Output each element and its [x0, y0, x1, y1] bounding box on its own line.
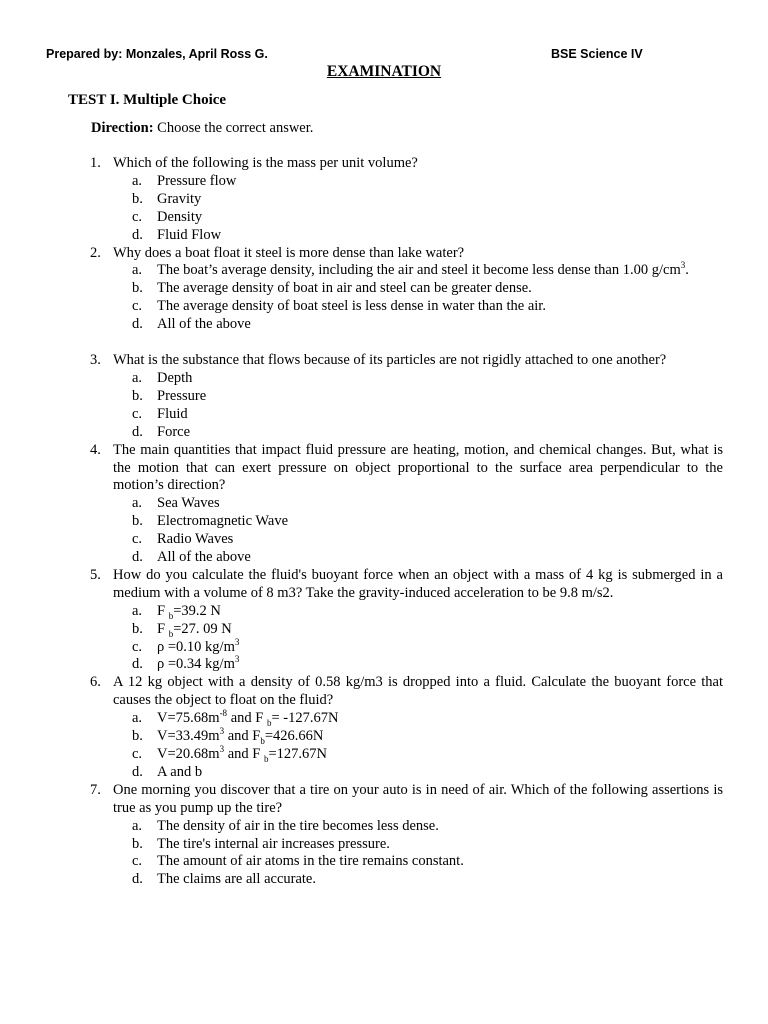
option-letter: c.	[132, 853, 143, 870]
page-title: EXAMINATION	[326, 63, 442, 80]
option-letter: a.	[132, 495, 143, 512]
answer-option	[0, 262, 768, 280]
question-number: 6.	[90, 674, 101, 691]
option-text: F	[157, 620, 169, 637]
option-text: ρ =0.34 kg/m	[157, 656, 235, 673]
option-text-tail: =127.67N	[268, 746, 327, 762]
answer-option	[0, 603, 768, 621]
option-list	[0, 603, 768, 675]
answer-option	[0, 871, 768, 889]
option-letter: a.	[132, 369, 143, 386]
answer-option	[0, 191, 768, 209]
option-text: Sea Waves	[157, 495, 220, 512]
option-letter: b.	[132, 280, 143, 297]
option-text: Pressure	[157, 387, 207, 404]
option-text-tail: =426.66N	[264, 728, 324, 745]
option-list	[0, 710, 768, 782]
option-letter: d.	[132, 871, 143, 888]
option-text: V=33.49m	[157, 728, 220, 745]
option-text-after: and F	[224, 746, 264, 762]
option-superscript: 3	[234, 636, 240, 647]
answer-option	[0, 764, 768, 782]
answer-option	[0, 209, 768, 227]
option-list	[0, 370, 768, 442]
option-text-after: =27. 09 N	[173, 620, 232, 637]
option-text: The tire's internal air increases pressure.	[157, 835, 390, 852]
option-text: All of the above	[157, 549, 251, 566]
answer-option	[0, 406, 768, 424]
question-item	[0, 674, 768, 781]
answer-option	[0, 836, 768, 854]
option-text: Fluid	[157, 405, 188, 422]
answer-option	[0, 728, 768, 746]
option-text: V=20.68m	[157, 746, 220, 762]
answer-option	[0, 656, 768, 674]
answer-option	[0, 227, 768, 245]
option-text: Depth	[157, 369, 193, 386]
option-superscript: 3	[680, 260, 686, 271]
option-subscript: b	[260, 735, 265, 746]
question-number: 7.	[90, 781, 101, 798]
option-list	[0, 262, 768, 334]
question-item	[0, 352, 768, 442]
option-superscript: 3	[219, 744, 225, 755]
option-subscript: b	[266, 718, 272, 729]
option-letter: c.	[132, 638, 143, 655]
option-text: The boat’s average density, including the air and steel it become less dense than 1.00 g/cm	[157, 262, 681, 279]
option-letter: b.	[132, 513, 143, 530]
option-text: Fluid Flow	[157, 226, 222, 243]
option-letter: d.	[132, 549, 143, 566]
question-number: 4.	[90, 441, 101, 458]
course-label: BSE Science IV	[551, 47, 643, 61]
option-text-after: and F	[224, 728, 261, 745]
option-text: The average density of boat steel is less dense in water than the air.	[157, 298, 546, 315]
option-letter: a.	[132, 172, 143, 189]
question-stem	[0, 352, 768, 370]
option-superscript: 3	[234, 654, 240, 665]
answer-option	[0, 746, 768, 764]
question-text: What is the substance that flows because of its particles are not rigidly attached to one another?	[113, 352, 667, 369]
option-text: F	[157, 602, 169, 619]
option-text: Density	[157, 208, 203, 225]
question-number: 5.	[90, 566, 101, 583]
question-text: A 12 kg object with a density of 0.58 kg/m3 is dropped into a fluid. Calculate the buoyant force that causes the object to float on the fluid?	[113, 674, 723, 709]
answer-option	[0, 388, 768, 406]
answer-option	[0, 298, 768, 316]
question-list	[0, 155, 768, 889]
option-letter: a.	[132, 817, 143, 834]
option-letter: d.	[132, 656, 143, 673]
direction	[91, 120, 313, 137]
question-text: Which of the following is the mass per unit volume?	[113, 155, 418, 171]
question-stem	[0, 245, 768, 263]
option-text: The amount of air atoms in the tire remains constant.	[157, 853, 464, 870]
option-letter: b.	[132, 387, 143, 404]
answer-option	[0, 710, 768, 728]
option-text-after: =39.2 N	[173, 602, 221, 619]
option-text: ρ =0.10 kg/m	[157, 638, 235, 655]
question-item	[0, 567, 768, 674]
option-letter: c.	[132, 405, 143, 422]
option-letter: a.	[132, 602, 143, 619]
question-number: 2.	[90, 244, 101, 261]
question-text: The main quantities that impact fluid pressure are heating, motion, and chemical changes. But, what is the motion that can exert pressure on object proportional to the surface area perpendicular to the motion’s direction?	[113, 441, 723, 494]
option-text: Gravity	[157, 190, 202, 207]
option-text: Radio Waves	[157, 531, 234, 548]
answer-option	[0, 316, 768, 334]
option-superscript: -8	[219, 708, 228, 719]
answer-option	[0, 424, 768, 442]
option-subscript: b	[168, 628, 174, 639]
option-letter: c.	[132, 208, 143, 225]
option-letter: d.	[132, 316, 143, 333]
option-subscript: b	[168, 610, 174, 621]
option-letter: c.	[132, 531, 143, 548]
test-title: TEST I. Multiple Choice	[68, 92, 227, 108]
question-text: One morning you discover that a tire on your auto is in need of air. Which of the following assertions is true as you pump up the tire?	[113, 781, 723, 816]
answer-option	[0, 549, 768, 567]
option-letter: b.	[132, 620, 143, 637]
option-text: Electromagnetic Wave	[157, 513, 289, 530]
option-text: V=75.68m	[157, 710, 220, 727]
answer-option	[0, 173, 768, 191]
question-number: 1.	[90, 155, 101, 171]
option-subscript: b	[263, 753, 269, 764]
answer-option	[0, 531, 768, 549]
answer-option	[0, 280, 768, 298]
answer-option	[0, 495, 768, 513]
question-stem	[0, 567, 768, 603]
option-text: Force	[157, 423, 191, 440]
direction-text: Choose the correct answer.	[153, 120, 314, 136]
answer-option	[0, 621, 768, 639]
question-item	[0, 245, 768, 335]
option-text: The claims are all accurate.	[157, 871, 316, 888]
option-text-after: .	[685, 262, 689, 279]
question-item	[0, 442, 768, 567]
question-number: 3.	[90, 352, 101, 369]
option-text: A and b	[157, 763, 203, 780]
option-list	[0, 818, 768, 890]
question-item	[0, 782, 768, 889]
question-item	[0, 155, 768, 245]
option-text-tail: = -127.67N	[271, 710, 339, 727]
question-stem	[0, 674, 768, 710]
answer-option	[0, 513, 768, 531]
answer-option	[0, 818, 768, 836]
option-list	[0, 495, 768, 567]
option-text: The density of air in the tire becomes less dense.	[157, 817, 439, 834]
answer-option	[0, 853, 768, 871]
option-letter: b.	[132, 190, 143, 207]
option-letter: b.	[132, 728, 143, 745]
answer-option	[0, 636, 768, 657]
question-stem	[0, 155, 768, 173]
direction-label: Direction:	[91, 120, 154, 136]
option-letter: d.	[132, 423, 143, 440]
option-text: All of the above	[157, 316, 251, 333]
option-letter: a.	[132, 262, 143, 279]
option-superscript: 3	[219, 726, 225, 737]
question-text: Why does a boat float it steel is more dense than lake water?	[113, 244, 465, 261]
option-text: Pressure flow	[157, 172, 237, 189]
answer-option	[0, 370, 768, 388]
option-letter: d.	[132, 226, 143, 243]
option-letter: c.	[132, 298, 143, 315]
option-text: The average density of boat in air and steel can be greater dense.	[157, 280, 532, 297]
option-list	[0, 173, 768, 245]
question-stem	[0, 442, 768, 496]
prepared-by: Prepared by: Monzales, April Ross G.	[46, 47, 268, 61]
option-letter: a.	[132, 710, 143, 727]
spacer	[0, 334, 768, 352]
option-letter: c.	[132, 746, 143, 762]
question-text: How do you calculate the fluid's buoyant force when an object with a mass of 4 kg is submerged in a medium with a volume of 8 m3? Take the gravity-induced acceleration to be 9.8 m/s2.	[113, 566, 723, 601]
option-letter: d.	[132, 763, 143, 780]
option-text-after: and F	[227, 710, 267, 727]
question-stem	[0, 782, 768, 818]
option-letter: b.	[132, 835, 143, 852]
